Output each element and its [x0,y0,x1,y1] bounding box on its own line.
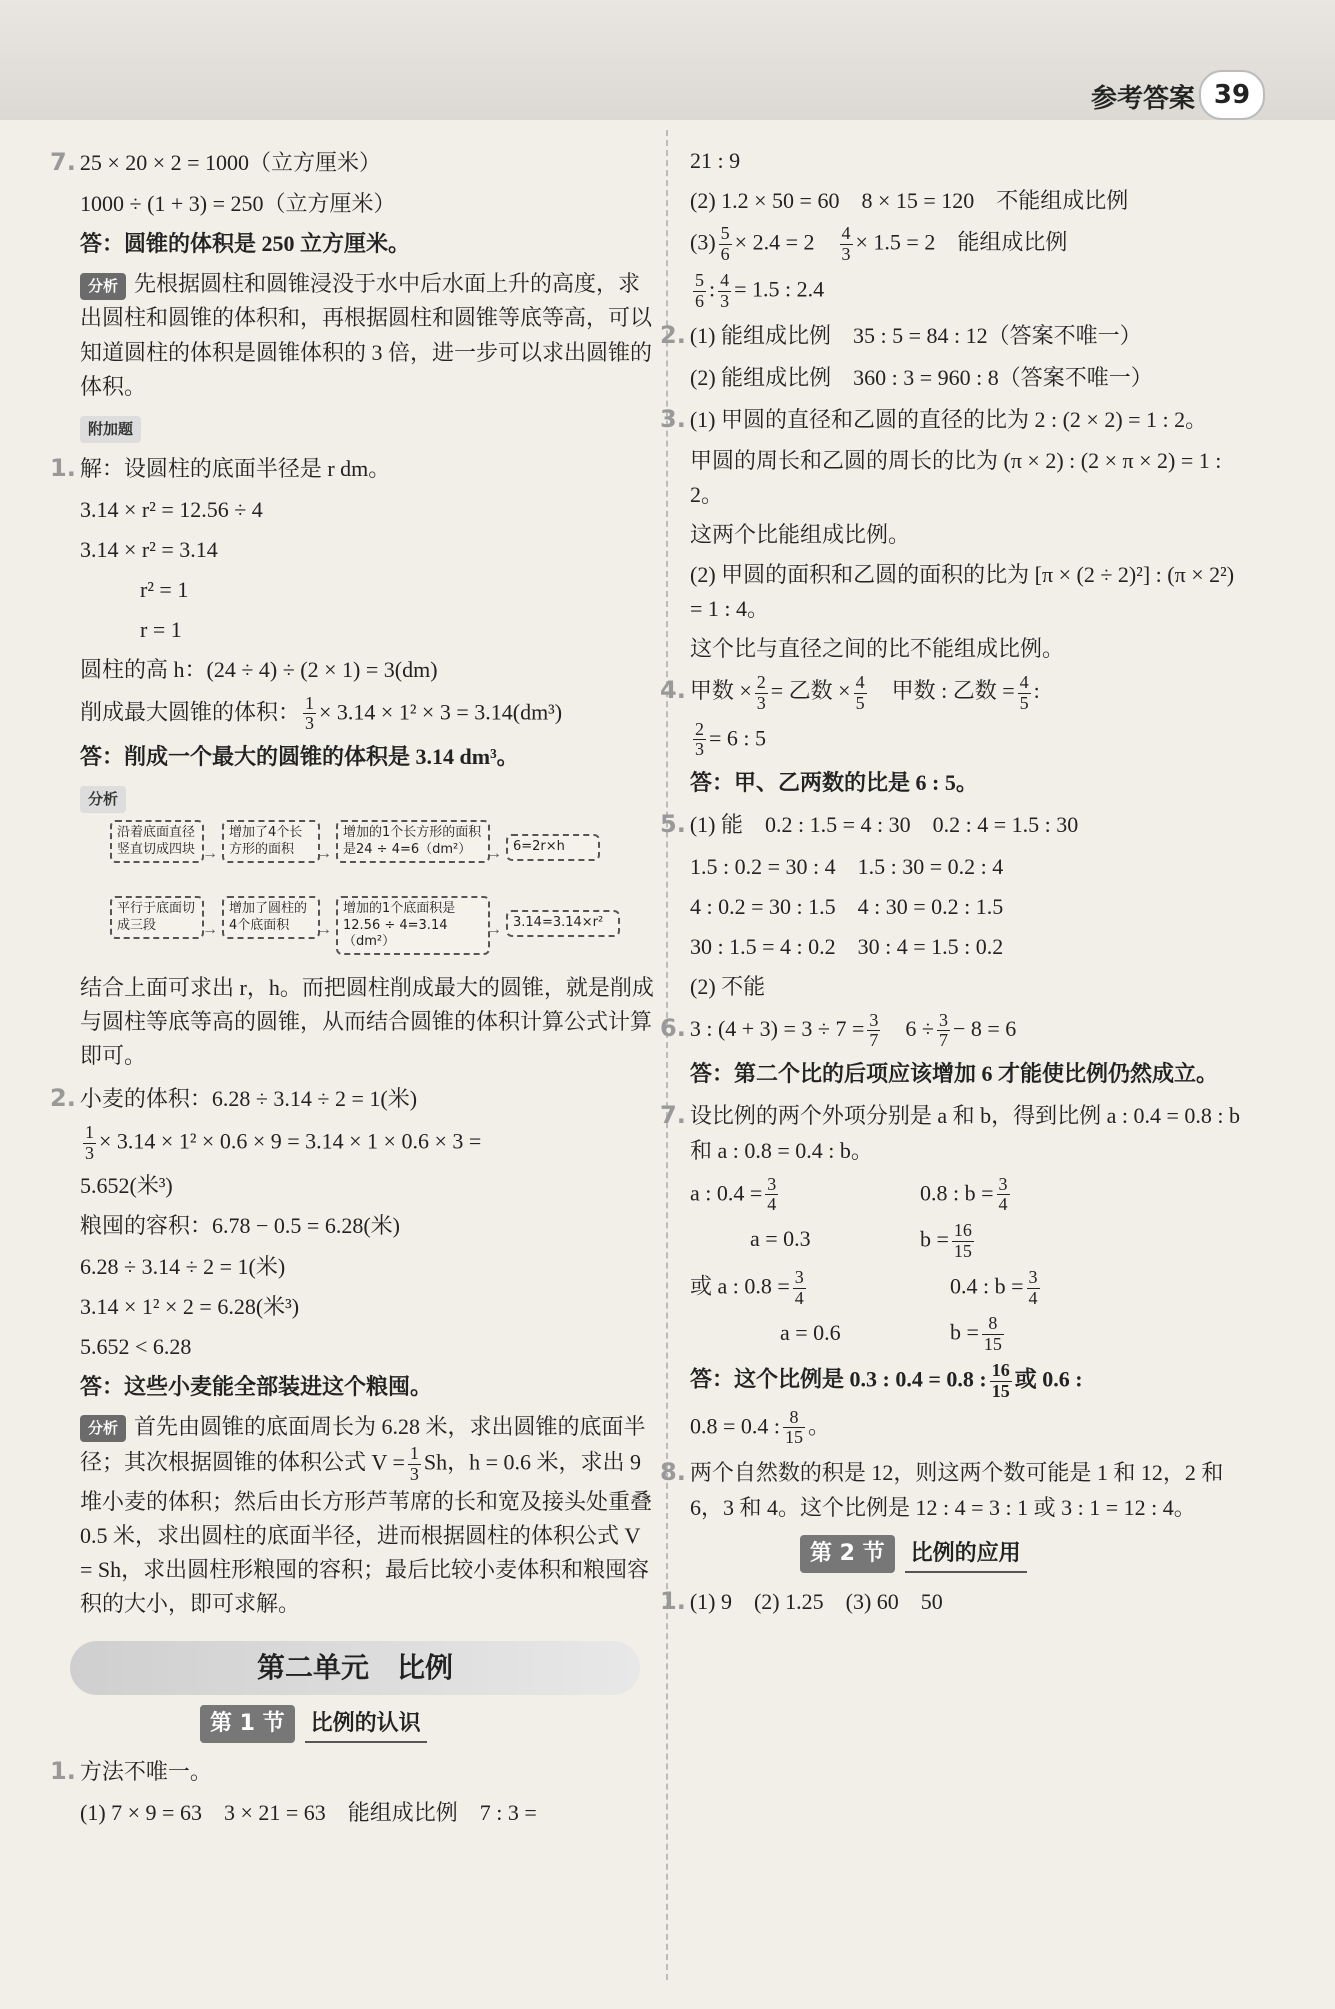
analysis-tag: 分析 [80,786,126,813]
flow-box: 增加了圆柱的4个底面积 [222,896,320,939]
fraction [952,1221,974,1262]
q7r-b3: 0.4 : b = [950,1273,1024,1299]
q4-answer: 答：甲、乙两数的比是 6 : 5。 [690,770,978,796]
frac-den: 15 [785,1427,804,1448]
fraction [693,271,706,312]
q3-line3: 这两个比能组成比例。 [690,522,911,548]
frac-num: 1 [305,692,315,713]
e1-line3: 3.14 × r² = 3.14 [80,537,218,563]
unit-title: 第二单元 比例 [70,1641,640,1695]
frac-den: 5 [1019,692,1029,713]
q7r-row1 [690,1175,1250,1216]
q7r-a4: a = 0.6 [780,1319,841,1345]
e1-l7-label: 削成最大圆锥的体积： [80,698,301,724]
e2-analysis-part1: 首先由圆锥的底面周长为 6.28 米，求出圆锥的底面半径；其次根据圆锥的体积公式 V = [80,1413,646,1475]
e2-analysis [80,1410,655,1621]
q3-line1: (1) 甲圆的直径和乙圆的直径的比为 2 : (2 × 2) = 1 : 2。 [689,406,1208,432]
section-name: 比例的应用 [905,1537,1027,1573]
flow-box: 增加的1个长方形的面积是24 ÷ 4=6（dm²） [336,820,490,863]
page-header [0,0,1335,120]
q5-line1: (1) 能 0.2 : 1.5 = 4 : 30 0.2 : 4 = 1.5 : 30 [689,812,1079,838]
s1-line2: (1) 7 × 9 = 63 3 × 21 = 63 能组成比例 7 : 3 = [80,1800,537,1826]
frac-num: 8 [783,1408,805,1429]
fraction [719,224,732,265]
e2-line4: 粮囤的容积：6.78 − 0.5 = 6.28(米) [80,1213,400,1239]
q7-line1: 25 × 20 × 2 = 1000（立方厘米） [79,150,382,175]
fraction [765,1175,778,1216]
frac-den: 15 [953,1240,972,1261]
fraction [83,1123,96,1164]
fraction [755,673,768,714]
q3-line5: 这个比与直径之间的比不能组成比例。 [690,636,1065,662]
frac-den: 3 [720,290,730,311]
frac-num: 5 [695,269,704,290]
frac-den: 3 [85,1142,94,1163]
q7r-b1: 0.8 : b = [920,1179,994,1205]
q7r-ans4: 。 [808,1412,831,1438]
frac-num: 3 [869,1009,879,1030]
fraction [997,1175,1010,1216]
e2-answer: 答：这些小麦能全部装进这个粮囤。 [80,1373,433,1399]
e1-line5: r = 1 [140,617,182,643]
q5-line5: (2) 不能 [690,973,766,999]
r3-rest: = 1.5 : 2.4 [734,276,825,302]
q3-line2: 甲圆的周长和乙圆的周长的比为 (π × 2) : (2 × π × 2) = 1 : 2。 [690,447,1222,507]
q7r-line1: 设比例的两个外项分别是 a 和 b，得到比例 a : 0.4 = 0.8 : b 和 a : 0.8 = 0.4 : b。 [689,1103,1240,1164]
q7r-row3 [690,1268,1250,1309]
q7r-a1: a : 0.4 = [690,1179,763,1205]
flow-box: 平行于底面切成三段 [110,896,204,939]
frac-num: 2 [756,672,766,693]
flow-box: 沿着底面直径竖直切成四块 [110,820,204,863]
q4-f: = 6 : 5 [709,725,767,750]
q5-number: 5. [660,810,686,839]
frac-num: 3 [938,1009,948,1030]
e1-line6: 圆柱的高 h：(24 ÷ 4) ÷ (2 × 1) = 3(dm) [80,657,438,683]
q7r-row4 [690,1314,1250,1355]
frac-num: 8 [982,1314,1004,1335]
frac-den: 6 [695,290,704,311]
q7r-ans2: 或 0.6 : [1014,1366,1083,1392]
q7r-row2 [690,1221,1250,1262]
q7-analysis-text: 先根据圆柱和圆锥浸没于水中后水面上升的高度，求出圆柱和圆锥的体积和，再根据圆柱和圆锥等底等高，可以知道圆柱的体积是圆锥体积的 3 倍，进一步可以求出圆锥的体积。 [80,271,653,399]
e2-number: 2. [50,1083,76,1112]
q7r-a2: a = 0.3 [750,1226,811,1252]
q5-line2: 1.5 : 0.2 = 30 : 4 1.5 : 30 = 0.2 : 4 [690,853,1004,879]
frac-den: 4 [998,1194,1008,1215]
arrow-icon: → [202,921,218,939]
extra-tag: 附加题 [80,416,141,443]
fraction [408,1444,421,1485]
frac-num: 4 [841,223,851,244]
q6-number: 6. [660,1013,686,1042]
analysis-tag: 分析 [80,273,126,300]
q2-line2: (2) 能组成比例 360 : 3 = 960 : 8（答案不唯一） [690,364,1153,390]
frac-num: 16 [953,1220,972,1241]
e2-line2 [80,1123,655,1164]
frac-num: 2 [695,718,704,739]
frac-num: 3 [767,1173,777,1194]
flow-box: 增加了4个长方形的面积 [222,820,320,863]
r-line1: (2) 1.2 × 50 = 60 8 × 15 = 120 不能组成比例 [690,188,1129,214]
frac-den: 3 [305,713,315,734]
q7-line2: 1000 ÷ (1 + 3) = 250（立方厘米） [80,191,396,217]
analysis-flowchart [110,820,650,965]
page-number: 39 [1199,70,1265,120]
frac-den: 3 [841,243,851,264]
fraction [990,1361,1012,1402]
e2-l2-text: × 3.14 × 1² × 0.6 × 9 = 3.14 × 1 × 0.6 × 3 = [99,1128,482,1154]
frac-den: 7 [869,1030,879,1051]
q8-number: 8. [660,1458,686,1487]
e2-line7: 5.652 < 6.28 [80,1333,192,1359]
arrow-icon: → [316,845,332,863]
frac-den: 4 [767,1194,777,1215]
r2-label: (3) [690,229,716,255]
q5-line3: 4 : 0.2 = 30 : 1.5 4 : 30 = 0.2 : 1.5 [690,893,1004,919]
fraction [718,271,731,312]
frac-den: 4 [794,1287,804,1308]
section-name: 比例的认识 [305,1707,427,1743]
s2-line1: (1) 9 (2) 1.25 (3) 60 50 [689,1589,943,1615]
e1-answer: 答：削成一个最大的圆锥的体积是 3.14 dm³。 [80,744,519,770]
frac-den: 3 [409,1463,419,1484]
q7-analysis [80,267,655,403]
fraction [867,1011,880,1052]
q7-answer: 答：圆锥的体积是 250 立方厘米。 [80,231,411,257]
frac-den: 6 [720,243,730,264]
arrow-icon: → [486,845,502,863]
q4-number: 4. [660,676,686,705]
fraction [982,1314,1004,1355]
q8-line1: 两个自然数的积是 12，则这两个数可能是 1 和 12，2 和 6，3 和 4。这个比例是 12 : 4 = 3 : 1 或 3 : 1 = 12 : 4。 [689,1460,1224,1521]
q7r-answer1 [690,1361,1250,1402]
r3-colon: : [709,276,716,302]
e1-after: 结合上面可求出 r，h。而把圆柱削成最大的圆锥，就是削成与圆柱等底等高的圆锥，从而结合圆锥的体积计算公式计算即可。 [80,975,654,1069]
fraction [783,1408,805,1449]
frac-num: 3 [794,1266,804,1287]
fraction [1018,673,1031,714]
r2-rest: × 1.5 = 2 能组成比例 [855,229,1068,255]
e1-number: 1. [50,453,76,482]
frac-den: 3 [756,692,766,713]
q7-number: 7. [50,148,76,176]
header-label: 参考答案 [1090,84,1195,114]
q7r-ans3: 0.8 = 0.4 : [690,1412,781,1438]
e2-line5: 6.28 ÷ 3.14 ÷ 2 = 1(米) [80,1253,286,1279]
fraction [693,720,706,761]
frac-den: 7 [938,1030,948,1051]
e2-line6: 3.14 × 1² × 2 = 6.28(米³) [80,1293,300,1319]
frac-num: 3 [998,1173,1008,1194]
fraction [793,1268,806,1309]
s1-line1: 方法不唯一。 [79,1759,212,1785]
fraction [840,224,853,265]
q6-b: 6 ÷ [905,1015,934,1041]
q3-number: 3. [660,404,686,433]
frac-den: 3 [695,739,704,760]
q7r-number: 7. [660,1101,686,1130]
fraction [303,694,316,735]
frac-num: 4 [720,269,730,290]
analysis-tag: 分析 [80,1415,126,1442]
q6-answer: 答：第二个比的后项应该增加 6 才能使比例仍然成立。 [690,1061,1219,1087]
section-title [200,1705,655,1743]
q2-number: 2. [660,321,686,350]
fraction [1027,1268,1040,1309]
flow-box: 6=2r×h [506,834,600,860]
flow-box: 3.14=3.14×r² [506,910,620,936]
arrow-icon: → [486,921,502,939]
flow-box: 增加的1个底面积是12.56 ÷ 4=3.14（dm²） [336,896,490,955]
e2-analysis-part2: Sh，h = 0.6 米，求出 9 堆小麦的体积；然后由长方形芦苇席的长和宽及接头处重叠 0.5 米，求出圆柱的底面半径，进而根据圆柱的体积公式 V = Sh，求出圆柱形粮囤的容积；最后比较小麦体积和粮囤容积的大小，即可求解。 [80,1449,653,1616]
q7r-b4: b = [950,1319,979,1345]
q2-line1: (1) 能组成比例 35 : 5 = 84 : 12（答案不唯一） [689,323,1142,349]
r-line3 [690,271,1250,312]
frac-num: 5 [720,223,730,244]
frac-den: 15 [983,1334,1002,1355]
frac-num: 16 [991,1359,1010,1380]
frac-num: 1 [409,1443,419,1463]
frac-num: 1 [85,1121,94,1142]
e1-l7-rest: × 3.14 × 1² × 3 = 3.14(dm³) [319,698,563,724]
e1-line4: r² = 1 [140,577,189,603]
arrow-icon: → [202,845,218,863]
section-title [800,1535,1250,1573]
q6-a: 3 : (4 + 3) = 3 ÷ 7 = [689,1015,865,1041]
q4-a: 甲数 × [689,678,752,704]
r-line0: 21 : 9 [690,148,741,173]
left-column [50,138,655,1836]
fraction [937,1011,950,1052]
s2-number: 1. [660,1587,686,1616]
q6-c: − 8 = 6 [952,1015,1017,1041]
frac-num: 3 [1028,1266,1038,1287]
q7r-answer2 [690,1408,1250,1449]
section-badge: 第 2 节 [800,1535,895,1573]
q7r-a3: 或 a : 0.8 = [690,1273,790,1299]
section-badge: 第 1 节 [200,1705,295,1743]
q7r-ans1: 答：这个比例是 0.3 : 0.4 = 0.8 : [690,1366,987,1392]
r-line2 [690,224,1250,265]
q4-line2 [690,720,1250,761]
e1-line2: 3.14 × r² = 12.56 ÷ 4 [80,497,263,523]
e1-line1: 解：设圆柱的底面半径是 r dm。 [79,455,391,481]
frac-num: 4 [855,672,865,693]
q4-b: = 乙数 × [770,678,851,704]
e1-line7 [80,694,655,735]
right-column [660,138,1250,1627]
frac-num: 4 [1019,672,1029,693]
fraction [854,673,867,714]
e2-line1: 小麦的体积：6.28 ÷ 3.14 ÷ 2 = 1(米) [79,1085,418,1111]
frac-den: 5 [855,692,865,713]
frac-den: 15 [991,1380,1010,1401]
arrow-icon: → [316,921,332,939]
q7r-b2: b = [920,1226,949,1252]
q5-line4: 30 : 1.5 = 4 : 0.2 30 : 4 = 1.5 : 0.2 [690,933,1004,959]
q3-line4: (2) 甲圆的面积和乙圆的面积的比为 [π × (2 ÷ 2)²] : (π × 2²) = 1 : 4。 [690,562,1235,622]
q4-c: 甲数 : 乙数 = [891,678,1015,704]
frac-den: 4 [1028,1287,1038,1308]
r2-mid: × 2.4 = 2 [734,229,815,255]
s1-number: 1. [50,1757,76,1786]
q4-e: : [1033,678,1040,704]
e2-line3: 5.652(米³) [80,1173,173,1199]
